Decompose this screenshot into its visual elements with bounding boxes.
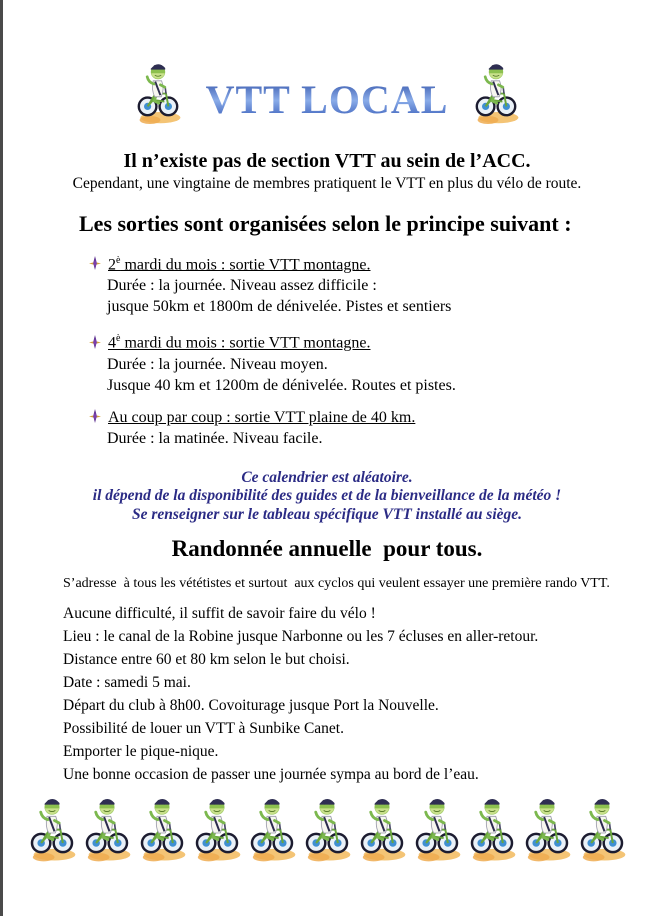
frog-cyclist-icon bbox=[137, 790, 187, 866]
rando-detail-line: Possibilité de louer un VTT à Sunbike Canet. bbox=[63, 720, 344, 738]
frog-cyclist-image bbox=[82, 790, 132, 866]
sorties-bullet-list bbox=[89, 251, 651, 449]
rando-detail-line: Une bonne occasion de passer une journée sympa au bord de l’eau. bbox=[63, 766, 479, 784]
rando-details bbox=[63, 606, 651, 783]
frog-cyclist-image bbox=[357, 790, 407, 866]
calendar-notice-line: Ce calendrier est aléatoire. bbox=[241, 468, 413, 486]
page-header bbox=[3, 0, 651, 140]
bullet-item bbox=[89, 408, 651, 449]
rando-detail-line: Aucune difficulté, il suffit de savoir faire du vélo ! bbox=[63, 605, 376, 623]
frog-cyclist-image bbox=[472, 50, 520, 134]
frog-cyclist-image bbox=[134, 50, 182, 134]
bullet-detail-line: Jusque 40 km et 1200m de dénivelée. Routes et pistes. bbox=[107, 376, 456, 394]
frog-cyclist-icon bbox=[522, 790, 572, 866]
rando-detail-line: Lieu : le canal de la Robine jusque Narbonne ou les 7 écluses en aller-retour. bbox=[63, 628, 539, 646]
rando-detail-line: Date : samedi 5 mai. bbox=[63, 674, 191, 692]
cyclist-row bbox=[3, 790, 651, 866]
frog-cyclist-icon bbox=[82, 790, 132, 866]
four-point-star-bullet-icon bbox=[89, 409, 101, 423]
frog-cyclist-icon bbox=[467, 790, 517, 866]
bullet-title bbox=[89, 251, 651, 275]
page-title: VTT LOCAL bbox=[205, 77, 449, 122]
bullet-item bbox=[89, 251, 651, 317]
bullet-detail-line: Durée : la journée. Niveau assez difficile : bbox=[107, 277, 377, 295]
bullet-title-text: $2^è$ mardi du mois : sortie VTT montagne. bbox=[108, 255, 371, 274]
frog-cyclist-image bbox=[27, 790, 77, 866]
four-point-star-bullet-icon bbox=[89, 335, 101, 349]
frog-cyclist-icon bbox=[357, 790, 407, 866]
calendar-notice-line: il dépend de la disponibilité des guides et de la bienveillance de la météo ! bbox=[92, 487, 562, 505]
sorties-section-heading: Les sorties sont organisées selon le principe suivant : bbox=[79, 211, 572, 236]
frog-cyclist-image bbox=[302, 790, 352, 866]
frog-cyclist-icon bbox=[247, 790, 297, 866]
bullet-detail-line: Durée : la journée. Niveau moyen. bbox=[107, 355, 328, 373]
frog-cyclist-icon bbox=[412, 790, 462, 866]
bullet-item bbox=[89, 329, 651, 395]
frog-cyclist-image bbox=[247, 790, 297, 866]
rando-detail-line: Départ du club à 8h00. Covoiturage jusque Port la Nouvelle. bbox=[63, 697, 439, 715]
bullet-title bbox=[89, 329, 651, 353]
intro-heading: Il n’existe pas de section VTT au sein de l’ACC. bbox=[123, 150, 531, 172]
calendar-notice bbox=[3, 469, 651, 525]
rando-detail-line: Distance entre 60 et 80 km selon le but choisi. bbox=[63, 651, 350, 669]
calendar-notice-line: Se renseigner sur le tableau spécifique VTT installé au siège. bbox=[131, 505, 523, 523]
bullet-title bbox=[89, 408, 651, 428]
frog-cyclist-image bbox=[467, 790, 517, 866]
frog-cyclist-image bbox=[137, 790, 187, 866]
four-point-star-bullet-icon bbox=[89, 256, 101, 270]
frog-cyclist-image bbox=[192, 790, 242, 866]
rando-section-heading: Randonnée annuelle pour tous. bbox=[171, 536, 483, 562]
frog-cyclist-icon bbox=[302, 790, 352, 866]
bullet-detail-line: Durée : la matinée. Niveau facile. bbox=[107, 429, 323, 447]
frog-cyclist-image bbox=[522, 790, 572, 866]
frog-cyclist-icon bbox=[577, 790, 627, 866]
frog-cyclist-image bbox=[412, 790, 462, 866]
frog-cyclist-icon bbox=[27, 790, 77, 866]
bullet-title-text: $4^è$ mardi du mois : sortie VTT montagne. bbox=[108, 333, 371, 352]
bullet-detail-line: jusque 50km et 1800m de dénivelée. Pistes et sentiers bbox=[107, 298, 452, 316]
bullet-title-text: Au coup par coup : sortie VTT plaine de 40 km. bbox=[108, 408, 416, 426]
frog-cyclist-icon bbox=[134, 50, 182, 134]
intro-subtext: Cependant, une vingtaine de membres pratiquent le VTT en plus du vélo de route. bbox=[72, 175, 582, 192]
frog-cyclist-image bbox=[577, 790, 627, 866]
frog-cyclist-icon bbox=[472, 50, 520, 134]
frog-cyclist-icon bbox=[192, 790, 242, 866]
rando-detail-line: Emporter le pique-nique. bbox=[63, 743, 219, 761]
rando-audience-text: S’adresse à tous les vététistes et surtout aux cyclos qui veulent essayer une première rando VTT. bbox=[63, 576, 610, 592]
